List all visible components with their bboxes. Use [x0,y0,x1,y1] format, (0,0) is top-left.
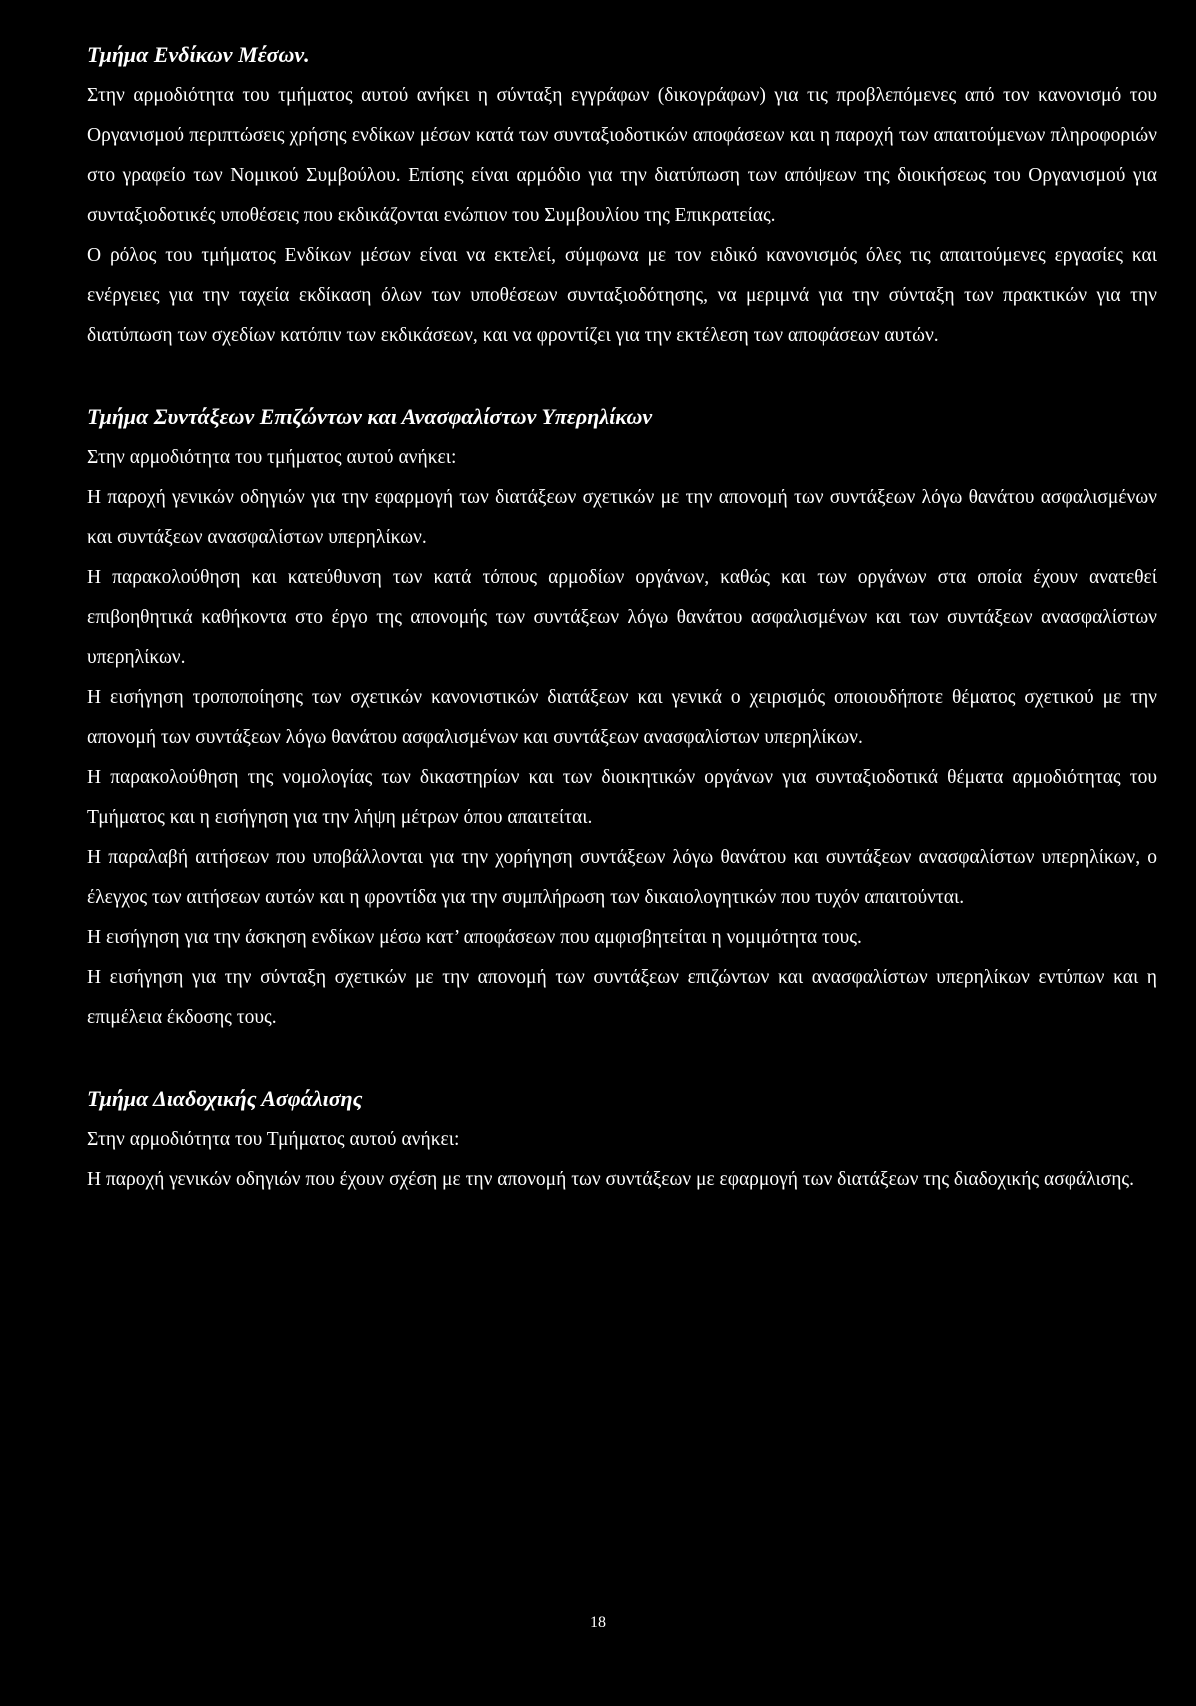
section-survivor-pensions [87,402,1157,1038]
paragraph: Στην αρμοδιότητα του τμήματος αυτού ανήκει: [87,447,457,468]
paragraph: Στην αρμοδιότητα του τμήματος αυτού ανήκει η σύνταξη εγγράφων (δικογράφων) για τις προβλεπόμενες από τον κανονισμό του Οργανισμού περιπτώσεις χρήσης ενδίκων μέσων κατά των συνταξιοδοτικών αποφάσεων και η παροχή των απαιτούμενων πληροφοριών στο γραφείο των Νομικού Συμβούλου. Επίσης είναι αρμόδιο για την διατύπωση των απόψεων της διοικήσεως του Οργανισμού για συνταξιοδοτικές υποθέσεις που εκδικάζονται ενώπιον του Συμβουλίου της Επικρατείας. [87,85,1157,226]
section-title: Τμήμα Ενδίκων Μέσων. [87,42,310,67]
paragraph: Η εισήγηση για την σύνταξη σχετικών με την απονομή των συντάξεων επιζώντων και ανασφαλίστων υπερηλίκων εντύπων και η επιμέλεια έκδοσης τους. [87,967,1157,1028]
paragraph: Η παροχή γενικών οδηγιών που έχουν σχέση με την απονομή των συντάξεων με εφαρμογή των διατάξεων της διαδοχικής ασφάλισης. [87,1169,1134,1190]
paragraph: Η εισήγηση για την άσκηση ενδίκων μέσω κατ’ αποφάσεων που αμφισβητείται η νομιμότητα τους. [87,927,862,948]
paragraph: Η παρακολούθηση της νομολογίας των δικαστηρίων και των διοικητικών οργάνων για συνταξιοδοτικά θέματα αρμοδιότητας του Τμήματος και η εισήγηση για την λήψη μέτρων όπου απαιτείται. [87,767,1157,828]
section-title: Τμήμα Διαδοχικής Ασφάλισης [87,1086,363,1111]
section-successive-insurance [87,1084,1157,1200]
paragraph: Η παρακολούθηση και κατεύθυνση των κατά τόπους αρμοδίων οργάνων, καθώς και των οργάνων στα οποία έχουν ανατεθεί επιβοηθητικά καθήκοντα στο έργο της απονομής των συντάξεων λόγω θανάτου ασφαλισμένων και των συντάξεων ανασφαλίστων υπερηλίκων. [87,567,1157,668]
document-page [87,40,1157,1200]
page-number: 18 [590,1614,606,1631]
section-title: Τμήμα Συντάξεων Επιζώντων και Ανασφαλίστων Υπερηλίκων [87,404,653,429]
paragraph: Η παραλαβή αιτήσεων που υποβάλλονται για την χορήγηση συντάξεων λόγω θανάτου και συντάξεων ανασφαλίστων υπερηλίκων, ο έλεγχος των αιτήσεων αυτών και η φροντίδα για την συμπλήρωση των δικαιολογητικών που τυχόν απαιτούνται. [87,847,1157,908]
paragraph: Ο ρόλος του τμήματος Ενδίκων μέσων είναι να εκτελεί, σύμφωνα με τον ειδικό κανονισμός όλες τις απαιτούμενες εργασίες και ενέργειες για την ταχεία εκδίκαση όλων των υποθέσεων συνταξιοδότησης, να μεριμνά για την σύνταξη των πρακτικών για την διατύπωση των σχεδίων κατόπιν των εκδικάσεων, και να φροντίζει για την εκτέλεση των αποφάσεων αυτών. [87,245,1157,346]
paragraph: Η εισήγηση τροποποίησης των σχετικών κανονιστικών διατάξεων και γενικά ο χειρισμός οποιουδήποτε θέματος σχετικού με την απονομή των συντάξεων λόγω θανάτου ασφαλισμένων και συντάξεων ανασφαλίστων υπερηλίκων. [87,687,1157,748]
paragraph: Στην αρμοδιότητα του Τμήματος αυτού ανήκει: [87,1129,460,1150]
paragraph: Η παροχή γενικών οδηγιών για την εφαρμογή των διατάξεων σχετικών με την απονομή των συντάξεων λόγω θανάτου ασφαλισμένων και συντάξεων ανασφαλίστων υπερηλίκων. [87,487,1157,548]
section-legal-remedies [87,40,1157,356]
